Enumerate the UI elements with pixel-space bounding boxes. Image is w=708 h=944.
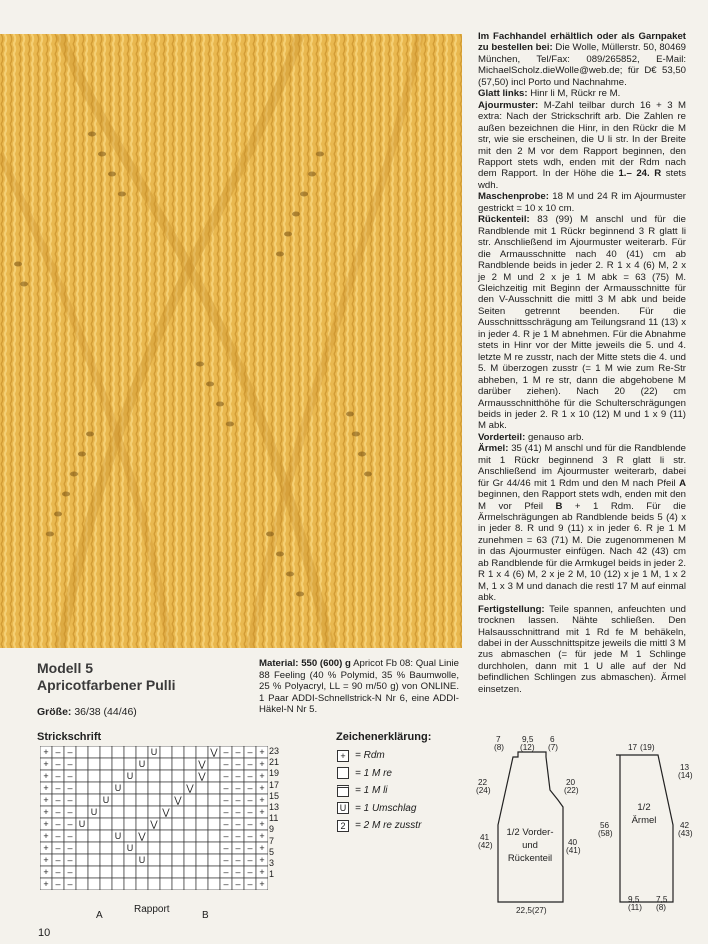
svg-text:1/2: 1/2 <box>637 802 651 813</box>
sleeve-outline <box>616 755 673 902</box>
chart-cell <box>208 794 220 806</box>
chart-symbol: – <box>247 747 253 757</box>
chart-cell <box>148 770 160 782</box>
chart-symbol: + <box>43 795 49 805</box>
chart-symbol: – <box>67 867 73 877</box>
chart-symbol: – <box>247 783 253 793</box>
chart-symbol: – <box>55 819 61 829</box>
chart-cell <box>88 782 100 794</box>
chart-umschlag: U <box>90 807 98 817</box>
chart-cell <box>196 866 208 878</box>
chart-cell <box>160 818 172 830</box>
chart-cell <box>184 758 196 770</box>
chart-cell <box>100 770 112 782</box>
chart-symbol: + <box>259 807 265 817</box>
chart-symbol: – <box>235 843 241 853</box>
chart-symbol: – <box>247 879 253 889</box>
chart-decrease: ⋁ <box>150 819 158 829</box>
chart-cell <box>208 842 220 854</box>
chart-cell <box>160 878 172 890</box>
chart-cell <box>124 866 136 878</box>
chart-cell <box>88 770 100 782</box>
svg-text:20: 20 <box>566 778 576 787</box>
chart-symbol: – <box>235 831 241 841</box>
chart-symbol: – <box>67 795 73 805</box>
chart-cell <box>112 746 124 758</box>
chart-cell <box>208 782 220 794</box>
chart-cell <box>160 842 172 854</box>
chart-cell <box>112 818 124 830</box>
legend <box>337 747 421 835</box>
chart-cell <box>208 818 220 830</box>
chart-cell <box>184 878 196 890</box>
chart-umschlag: U <box>126 771 134 781</box>
chart-symbol: + <box>259 795 265 805</box>
page-number: 10 <box>38 927 51 939</box>
chart-cell <box>196 818 208 830</box>
chart-cell <box>196 842 208 854</box>
chart-cell <box>160 830 172 842</box>
chart-symbol: – <box>67 819 73 829</box>
chart-cell <box>124 854 136 866</box>
legend-item-rdm: + = Rdm <box>337 747 421 765</box>
chart-symbol: + <box>259 867 265 877</box>
svg-text:9,5: 9,5 <box>628 895 640 904</box>
chart-symbol: + <box>259 879 265 889</box>
chart-cell <box>196 854 208 866</box>
order-paragraph: Im Fachhandel erhältlich oder als Garnpaket zu bestellen bei: Die Wolle, Müllerstr. 50, 80469 München, Tel/Fax: 089/265852, E-Mail: MichaelScholz.dieWolle@web.de; für D€ 53,50 (57,50) incl Porto und Nachnahme. <box>478 31 686 88</box>
aermel-paragraph: Ärmel: 35 (41) M anschl und für die Randblende mit 1 Rückr beginnend 3 R glatt li str. Anschließend im Ajourmuster weiterarb, dabei für Gr 44/46 mit 1 Rdm und den M nach Pfeil A beginnen, den Rapport stets wdh, enden mit den M vor Pfeil B + 1 Rdm. Für die Ärmelschrägungen ab Randblende beids 5 (4) x in jeder 8. R und 9 (11) x in jeder 6. R je 1 M zunehmen = 63 (71) M. Die zugenommenen M in das Ajourmuster einfügen. Nach 42 (43) cm ab Randblende für die Armkugel beids in jeder 2. R 1 x 4 (6) M, 2 x je 2 M, 10 (12) x je 1 M, 1 x 2 M, 1 x 3 M und danach die restl 17 M auf einmal abk. <box>478 443 686 604</box>
chart-cell <box>124 818 136 830</box>
chart-title: Strickschrift <box>37 731 102 743</box>
chart-row-numbers: 23 21 19 17 15 13 11 9 7 5 3 1 <box>269 746 280 880</box>
chart-cell <box>76 806 88 818</box>
chart-cell <box>100 758 112 770</box>
chart-cell <box>124 794 136 806</box>
chart-umschlag: U <box>150 747 158 757</box>
chart-cell <box>148 782 160 794</box>
chart-cell <box>208 866 220 878</box>
chart-cell <box>160 770 172 782</box>
chart-cell <box>184 854 196 866</box>
chart-cell <box>184 806 196 818</box>
chart-cell <box>160 794 172 806</box>
chart-symbol: – <box>55 855 61 865</box>
svg-text:17: 17 <box>628 743 638 752</box>
material-paragraph: Material: 550 (600) g Apricot Fb 08: Qual Linie 88 Feeling (40 % Polymid, 35 % Baumwolle, 25 % Polyacryl, LL = 90 m/50 g) von ONLINE. 1 Paar ADDI-Schnellstrick-N Nr 6, eine ADDI-Häkel-N Nr 5. <box>259 658 459 715</box>
chart-symbol: – <box>235 795 241 805</box>
chart-cell <box>172 854 184 866</box>
svg-text:13: 13 <box>680 763 690 772</box>
chart-cell <box>136 782 148 794</box>
chart-symbol: – <box>55 783 61 793</box>
chart-cell <box>196 794 208 806</box>
chart-cell <box>148 854 160 866</box>
svg-text:und: und <box>522 840 538 851</box>
model-subtitle: Apricotfarbener Pulli <box>37 677 176 693</box>
chart-cell <box>160 854 172 866</box>
knit-sample-photo <box>0 34 462 648</box>
chart-cell <box>148 878 160 890</box>
chart-cell <box>100 746 112 758</box>
svg-text:(24): (24) <box>476 786 491 795</box>
svg-text:7: 7 <box>496 735 501 744</box>
chart-symbol: – <box>67 747 73 757</box>
chart-cell <box>208 854 220 866</box>
chart-symbol: – <box>55 843 61 853</box>
chart-symbol: – <box>223 747 229 757</box>
chart-cell <box>112 770 124 782</box>
svg-text:41: 41 <box>480 833 490 842</box>
chart-umschlag: U <box>138 855 146 865</box>
chart-cell <box>148 758 160 770</box>
chart-cell <box>172 782 184 794</box>
chart-umschlag: U <box>114 831 122 841</box>
chart-cell <box>124 878 136 890</box>
chart-symbol: – <box>247 855 253 865</box>
chart-cell <box>76 794 88 806</box>
chart-cell <box>184 770 196 782</box>
chart-symbol: + <box>43 843 49 853</box>
chart-decrease: ⋁ <box>198 771 206 781</box>
chart-symbol: + <box>43 855 49 865</box>
chart-decrease: ⋁ <box>198 759 206 769</box>
chart-cell <box>100 878 112 890</box>
chart-cell <box>184 830 196 842</box>
ajourmuster-paragraph: Ajourmuster: M-Zahl teilbar durch 16 + 3 M extra: Nach der Strickschrift arb. Die Zahlen re außen bezeichnen die Hinr, in den Rückr die M str, wie sie erscheinen, die U li str. In der Breite mit den 2 M vor dem Rapport beginnen, den Rapport stets wdh, enden mit der Rdm nach dem Rapport. In der Höhe die 1.– 24. R stets wdh. <box>478 99 687 191</box>
chart-symbol: – <box>247 819 253 829</box>
chart-cell <box>148 842 160 854</box>
svg-text:(8): (8) <box>494 743 505 752</box>
chart-cell <box>196 806 208 818</box>
chart-cell <box>184 794 196 806</box>
chart-symbol: – <box>67 807 73 817</box>
chart-cell <box>208 758 220 770</box>
chart-cell <box>148 830 160 842</box>
chart-symbol: – <box>223 879 229 889</box>
chart-cell <box>208 830 220 842</box>
chart-symbol: + <box>43 747 49 757</box>
chart-cell <box>88 866 100 878</box>
chart-decrease: ⋁ <box>186 783 194 793</box>
chart-cell <box>136 746 148 758</box>
chart-symbol: – <box>223 831 229 841</box>
chart-cell <box>136 806 148 818</box>
chart-cell <box>100 830 112 842</box>
chart-symbol: + <box>259 831 265 841</box>
svg-text:Ärmel: Ärmel <box>631 815 657 826</box>
svg-text:(42): (42) <box>478 841 493 850</box>
chart-symbol: – <box>235 879 241 889</box>
svg-text:22: 22 <box>478 778 488 787</box>
size-line: Größe: 36/38 (44/46) <box>37 706 137 718</box>
chart-symbol: – <box>235 759 241 769</box>
chart-symbol: + <box>43 819 49 829</box>
svg-text:Rückenteil: Rückenteil <box>507 853 553 864</box>
chart-symbol: – <box>223 807 229 817</box>
chart-symbol: + <box>43 867 49 877</box>
chart-cell <box>172 818 184 830</box>
chart-cell <box>208 806 220 818</box>
chart-cell <box>148 866 160 878</box>
chart-decrease: ⋁ <box>174 795 182 805</box>
svg-text:(8): (8) <box>656 903 667 912</box>
chart-symbol: + <box>43 831 49 841</box>
chart-symbol: – <box>67 855 73 865</box>
chart-symbol: – <box>55 831 61 841</box>
svg-text:9,5: 9,5 <box>522 735 534 744</box>
chart-cell <box>88 746 100 758</box>
chart-cell <box>208 770 220 782</box>
chart-symbol: + <box>43 807 49 817</box>
chart-cell <box>112 878 124 890</box>
svg-text:(19): (19) <box>640 743 655 752</box>
chart-cell <box>148 806 160 818</box>
chart-cell <box>88 830 100 842</box>
chart-cell <box>184 818 196 830</box>
chart-cell <box>88 842 100 854</box>
chart-cell <box>196 782 208 794</box>
svg-text:(11): (11) <box>628 903 642 912</box>
chart-symbol: + <box>259 759 265 769</box>
svg-text:(22): (22) <box>564 786 579 795</box>
chart-cell <box>124 782 136 794</box>
chart-symbol: + <box>43 879 49 889</box>
chart-symbol: + <box>43 759 49 769</box>
chart-symbol: + <box>259 843 265 853</box>
chart-umschlag: U <box>126 843 134 853</box>
chart-symbol: – <box>235 747 241 757</box>
chart-symbol: – <box>247 807 253 817</box>
chart-symbol: – <box>235 783 241 793</box>
chart-symbol: – <box>235 855 241 865</box>
chart-symbol: – <box>247 831 253 841</box>
chart-symbol: – <box>67 831 73 841</box>
chart-cell <box>196 878 208 890</box>
chart-symbol: – <box>67 771 73 781</box>
knitting-chart <box>40 746 268 890</box>
chart-cell <box>124 806 136 818</box>
svg-text:6: 6 <box>550 735 555 744</box>
chart-cell <box>124 746 136 758</box>
svg-text:(12): (12) <box>520 743 535 752</box>
chart-symbol: – <box>67 843 73 853</box>
chart-symbol: – <box>235 771 241 781</box>
chart-cell <box>184 746 196 758</box>
chart-symbol: – <box>247 795 253 805</box>
chart-umschlag: U <box>138 759 146 769</box>
chart-cell <box>100 818 112 830</box>
chart-symbol: + <box>43 771 49 781</box>
chart-cell <box>76 830 88 842</box>
svg-text:42: 42 <box>680 821 690 830</box>
chart-decrease: ⋁ <box>162 807 170 817</box>
chart-cell <box>88 878 100 890</box>
chart-cell <box>148 794 160 806</box>
chart-symbol: – <box>247 867 253 877</box>
model-title <box>37 660 175 694</box>
svg-text:(43): (43) <box>678 829 693 838</box>
legend-item-li: = 1 M li <box>337 782 421 800</box>
model-name: Modell 5 <box>37 660 94 676</box>
knit-texture <box>0 34 462 648</box>
chart-symbol: – <box>67 783 73 793</box>
chart-cell <box>196 746 208 758</box>
svg-text:40: 40 <box>568 838 578 847</box>
chart-cell <box>136 770 148 782</box>
chart-cell <box>172 830 184 842</box>
arrow-b-label: B <box>202 910 209 921</box>
svg-text:1/2 Vorder-: 1/2 Vorder- <box>506 827 554 838</box>
chart-cell <box>100 806 112 818</box>
chart-cell <box>160 746 172 758</box>
chart-cell <box>88 794 100 806</box>
svg-text:(14): (14) <box>678 771 693 780</box>
chart-symbol: – <box>235 807 241 817</box>
svg-text:(7): (7) <box>548 743 559 752</box>
chart-cell <box>172 746 184 758</box>
chart-symbol: + <box>259 747 265 757</box>
chart-cell <box>76 782 88 794</box>
chart-cell <box>76 842 88 854</box>
garment-schematics <box>468 730 704 920</box>
chart-cell <box>76 746 88 758</box>
chart-symbol: – <box>235 819 241 829</box>
chart-cell <box>76 854 88 866</box>
instructions-column <box>478 31 686 695</box>
chart-symbol: – <box>235 867 241 877</box>
chart-cell <box>184 866 196 878</box>
svg-text:7,5: 7,5 <box>656 895 668 904</box>
chart-symbol: – <box>67 759 73 769</box>
rueckenteil-paragraph: Rückenteil: 83 (99) M anschl und für die Randblende mit 1 Rückr beginnend 3 R glatt li str. Anschließend im Ajourmuster weiterarb. Für die Armausschnitte nach 40 (41) cm ab Randblende beids in jeder 2. R 1 x 4 (6) M, 2 x je 2 M und 2 x je 1 M abk = 63 (75) M. Gleichzeitig mit Beginn der Armausschnitte für den V-Ausschnitt die mittl 3 M abk und beide Seiten getrennt beenden. Für die Ausschnittsschrägung am Teilungsrand 11 (13) x in jeder 4. R je 1 M abnehmen. Für die Abnahme stets in Hinr vor der Mitte jeweils die 5. und 4. letzte M re zusstr, nach der Mitte stets die 4. und 5. M überzogen zusstr (= 1 M wie zum Re-Str abheben, 1 M re str, dann die abgehobene M darüber ziehen). Nach 20 (22) cm Armausschnitthöhe für die Schulterschrägungen beids in jeder 2. R 1 x 10 (12) M und 1 x 9 (11) M abk. <box>478 214 686 432</box>
chart-symbol: + <box>43 783 49 793</box>
legend-item-umschlag: U = 1 Umschlag <box>337 800 421 818</box>
chart-cell <box>160 758 172 770</box>
chart-symbol: – <box>223 867 229 877</box>
chart-symbol: – <box>247 759 253 769</box>
chart-symbol: – <box>247 771 253 781</box>
chart-symbol: – <box>55 867 61 877</box>
chart-symbol: – <box>55 747 61 757</box>
chart-cell <box>124 830 136 842</box>
chart-cell <box>136 794 148 806</box>
chart-cell <box>112 842 124 854</box>
maschenprobe-paragraph: Maschenprobe: 18 M und 24 R im Ajourmuster gestrickt = 10 x 10 cm. <box>478 191 686 214</box>
chart-cell <box>208 878 220 890</box>
chart-symbol: + <box>259 783 265 793</box>
chart-cell <box>172 806 184 818</box>
chart-cell <box>112 758 124 770</box>
legend-title: Zeichenerklärung: <box>336 731 432 743</box>
legend-item-zusstr: 2 = 2 M re zusstr <box>337 817 421 835</box>
chart-symbol: – <box>223 843 229 853</box>
fertigstellung-paragraph: Fertigstellung: Teile spannen, anfeuchten und trocknen lassen. Nähte schließen. Den Halsausschnittrand mit 1 Rd fe M behäkeln, dabei in der Ausschnittspitze jeweils die mittl 3 M zus abmaschen (= für jede M 1 Schlinge durchholen, dann mit 1 U alle auf der Nd befindlichen Schlingen zus abmaschen). Ärmel einsetzen. <box>478 603 686 695</box>
svg-text:22,5: 22,5 <box>516 906 532 915</box>
chart-umschlag: U <box>114 783 122 793</box>
chart-symbol: + <box>259 819 265 829</box>
chart-symbol: – <box>55 771 61 781</box>
chart-cell <box>112 794 124 806</box>
chart-umschlag: U <box>78 819 86 829</box>
vorderteil-paragraph: Vorderteil: genauso arb. <box>478 431 584 443</box>
chart-decrease: ⋁ <box>138 831 146 841</box>
chart-symbol: – <box>247 843 253 853</box>
chart-decrease: ⋁ <box>210 747 218 757</box>
legend-item-re: = 1 M re <box>337 765 421 783</box>
chart-cell <box>112 866 124 878</box>
chart-cell <box>160 782 172 794</box>
chart-cell <box>100 866 112 878</box>
chart-cell <box>112 854 124 866</box>
svg-text:(41): (41) <box>566 846 581 855</box>
chart-cell <box>124 758 136 770</box>
chart-symbol: – <box>223 759 229 769</box>
chart-cell <box>88 854 100 866</box>
chart-symbol: – <box>223 855 229 865</box>
chart-cell <box>172 878 184 890</box>
chart-symbol: – <box>67 879 73 889</box>
chart-cell <box>196 830 208 842</box>
chart-symbol: – <box>55 879 61 889</box>
chart-cell <box>160 866 172 878</box>
chart-umschlag: U <box>102 795 110 805</box>
chart-cell <box>136 842 148 854</box>
chart-cell <box>88 818 100 830</box>
chart-cell <box>100 854 112 866</box>
chart-cell <box>172 842 184 854</box>
chart-symbol: – <box>223 819 229 829</box>
chart-cell <box>76 878 88 890</box>
chart-cell <box>112 806 124 818</box>
arrow-a-label: A <box>96 910 103 921</box>
svg-text:(58): (58) <box>598 829 613 838</box>
chart-symbol: – <box>55 759 61 769</box>
chart-symbol: – <box>55 795 61 805</box>
rapport-label: Rapport <box>134 904 170 915</box>
chart-symbol: – <box>223 783 229 793</box>
chart-cell <box>88 758 100 770</box>
chart-symbol: + <box>259 855 265 865</box>
chart-cell <box>184 842 196 854</box>
chart-cell <box>100 842 112 854</box>
chart-cell <box>100 782 112 794</box>
svg-text:(27): (27) <box>532 906 547 915</box>
glatt-links-paragraph: Glatt links: Hinr li M, Rückr re M. <box>478 88 621 100</box>
chart-cell <box>136 818 148 830</box>
chart-cell <box>136 878 148 890</box>
chart-cell <box>172 770 184 782</box>
chart-symbol: + <box>259 771 265 781</box>
svg-text:56: 56 <box>600 821 610 830</box>
chart-symbol: – <box>223 771 229 781</box>
chart-cell <box>76 758 88 770</box>
chart-symbol: – <box>55 807 61 817</box>
chart-cell <box>76 866 88 878</box>
chart-cell <box>136 866 148 878</box>
chart-symbol: – <box>223 795 229 805</box>
chart-cell <box>172 758 184 770</box>
chart-cell <box>172 866 184 878</box>
chart-cell <box>76 770 88 782</box>
